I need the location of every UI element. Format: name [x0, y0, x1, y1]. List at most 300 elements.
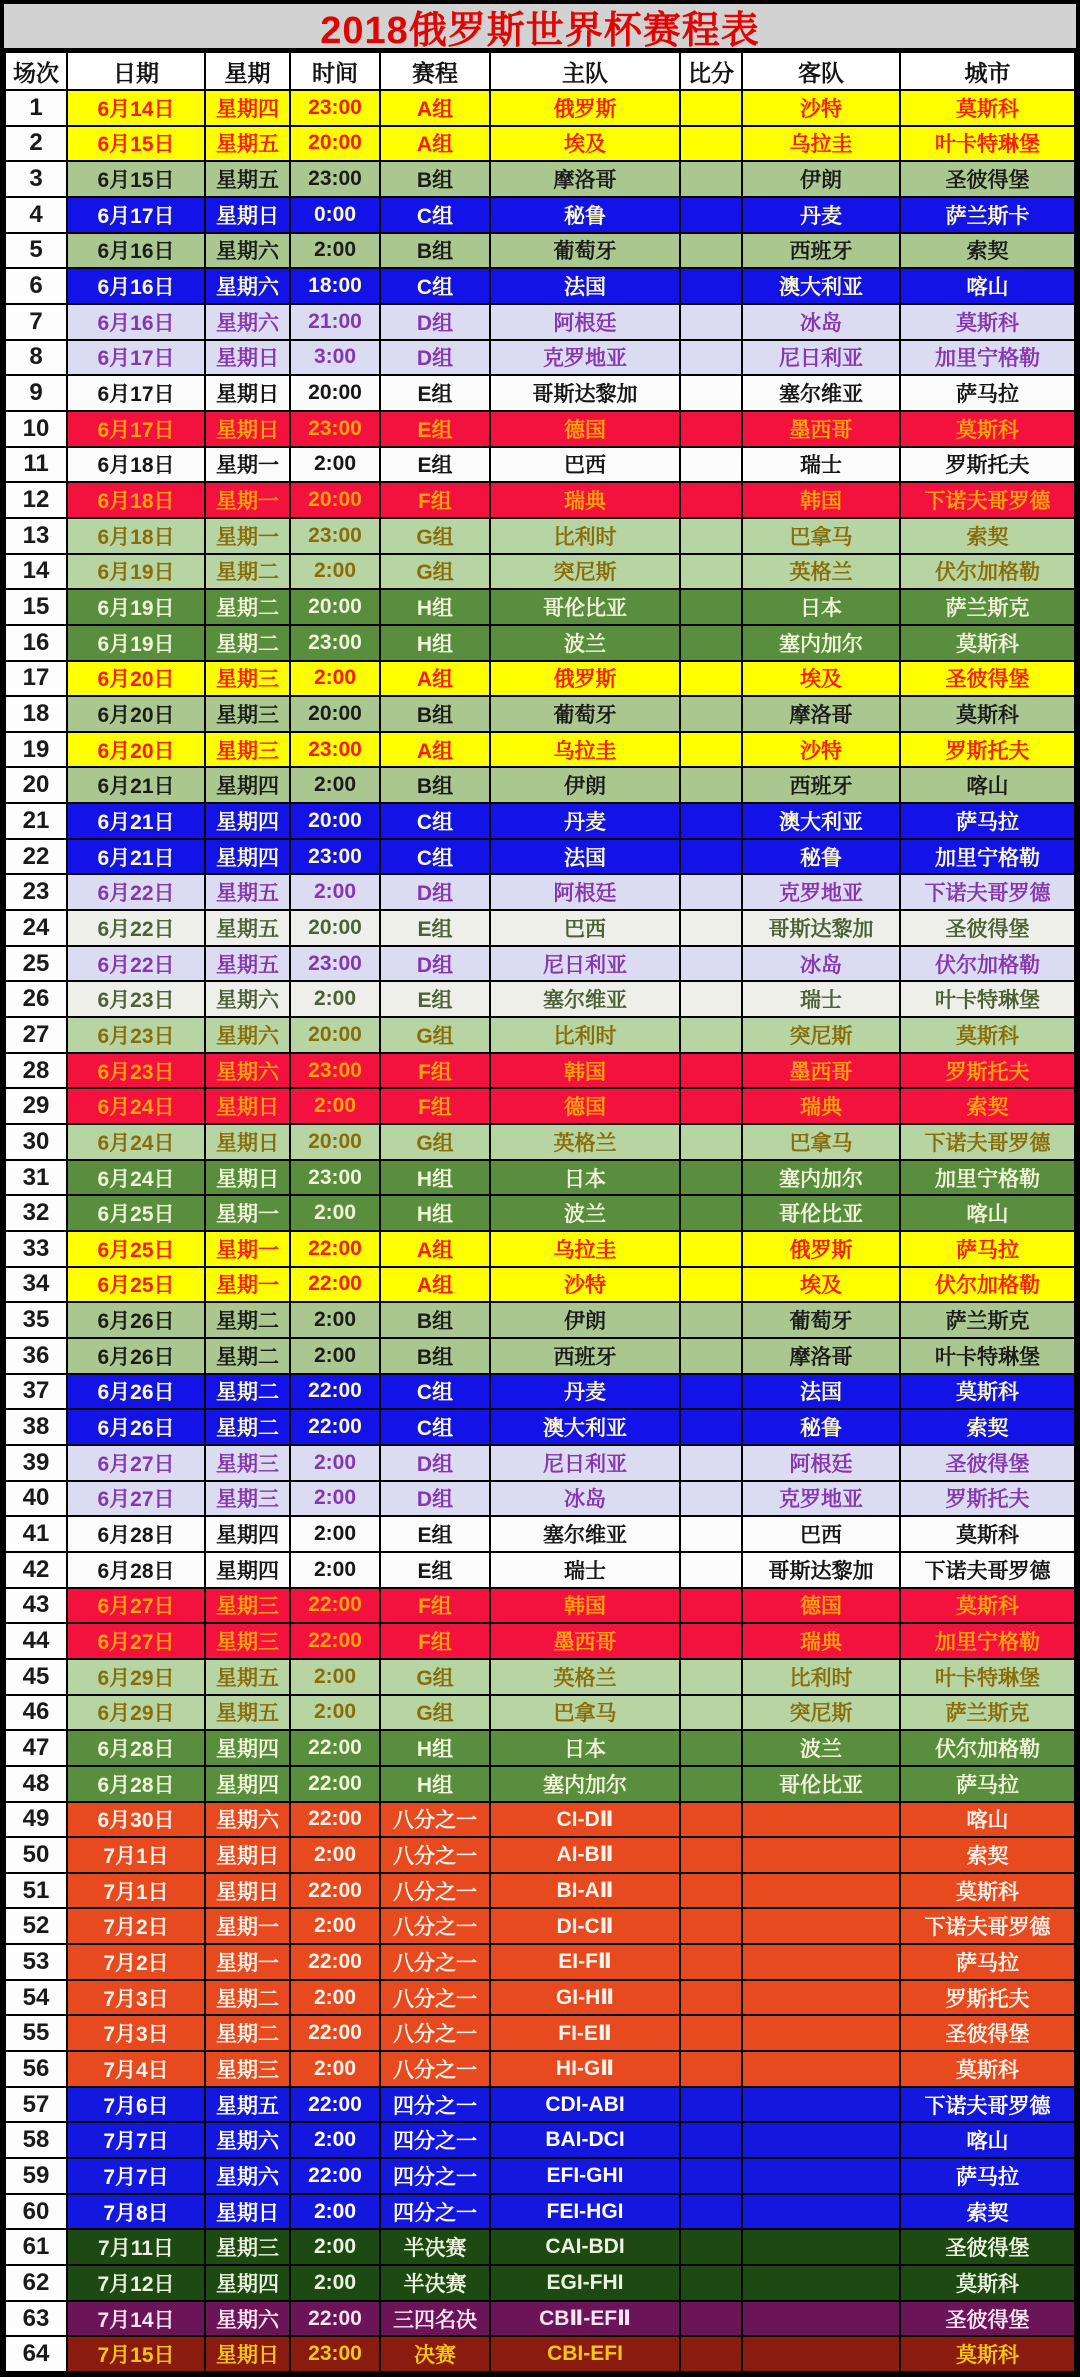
cell-weekday: 星期日 — [205, 1160, 290, 1196]
cell-away-team — [742, 1802, 900, 1838]
cell-away-team: 摩洛哥 — [742, 696, 900, 732]
cell-score — [680, 1659, 742, 1695]
cell-city: 萨马拉 — [900, 1766, 1075, 1802]
cell-match-number: 45 — [5, 1659, 67, 1695]
cell-stage: 四分之一 — [380, 2158, 490, 2194]
cell-score — [680, 411, 742, 447]
cell-weekday: 星期五 — [205, 874, 290, 910]
cell-stage: G组 — [380, 1017, 490, 1053]
cell-time: 2:00 — [290, 1980, 380, 2016]
table-row — [5, 1195, 1075, 1231]
table-row — [5, 197, 1075, 233]
cell-stage: F组 — [380, 482, 490, 518]
cell-date: 6月23日 — [67, 1017, 205, 1053]
cell-away-team — [742, 2301, 900, 2337]
cell-stage: B组 — [380, 233, 490, 269]
cell-weekday: 星期三 — [205, 1481, 290, 1517]
table-row — [5, 1766, 1075, 1802]
cell-score — [680, 1730, 742, 1766]
cell-stage: E组 — [380, 981, 490, 1017]
schedule-rows — [5, 90, 1075, 2372]
cell-match-number: 36 — [5, 1338, 67, 1374]
cell-city: 莫斯科 — [900, 696, 1075, 732]
table-row — [5, 554, 1075, 590]
table-row — [5, 661, 1075, 697]
table-row — [5, 1481, 1075, 1517]
cell-city: 罗斯托夫 — [900, 1980, 1075, 2016]
cell-city: 莫斯科 — [900, 1588, 1075, 1624]
cell-away-team: 瑞士 — [742, 981, 900, 1017]
cell-away-team — [742, 1944, 900, 1980]
cell-time: 3:00 — [290, 340, 380, 376]
cell-home-team: 突尼斯 — [490, 554, 680, 590]
cell-score — [680, 1302, 742, 1338]
cell-weekday: 星期六 — [205, 233, 290, 269]
cell-away-team — [742, 2051, 900, 2087]
table-row — [5, 90, 1075, 126]
cell-stage: C组 — [380, 197, 490, 233]
cell-match-number: 26 — [5, 981, 67, 1017]
cell-time: 23:00 — [290, 946, 380, 982]
cell-away-team: 摩洛哥 — [742, 1338, 900, 1374]
cell-time: 2:00 — [290, 1552, 380, 1588]
cell-score — [680, 696, 742, 732]
cell-away-team: 墨西哥 — [742, 411, 900, 447]
cell-score — [680, 1766, 742, 1802]
cell-weekday: 星期四 — [205, 803, 290, 839]
cell-weekday: 星期一 — [205, 1267, 290, 1303]
cell-city: 伏尔加格勒 — [900, 554, 1075, 590]
cell-stage: H组 — [380, 589, 490, 625]
cell-city: 萨马拉 — [900, 803, 1075, 839]
cell-stage: D组 — [380, 946, 490, 982]
cell-date: 6月17日 — [67, 375, 205, 411]
cell-away-team — [742, 1908, 900, 1944]
cell-city: 罗斯托夫 — [900, 732, 1075, 768]
cell-match-number: 2 — [5, 126, 67, 162]
cell-city: 莫斯科 — [900, 411, 1075, 447]
cell-stage: C组 — [380, 1374, 490, 1410]
cell-city: 萨兰斯克 — [900, 1302, 1075, 1338]
cell-stage: A组 — [380, 661, 490, 697]
cell-city: 喀山 — [900, 2122, 1075, 2158]
cell-city: 加里宁格勒 — [900, 1623, 1075, 1659]
cell-time: 22:00 — [290, 1409, 380, 1445]
cell-home-team: 克罗地亚 — [490, 340, 680, 376]
cell-weekday: 星期日 — [205, 375, 290, 411]
cell-away-team — [742, 2087, 900, 2123]
cell-score — [680, 1445, 742, 1481]
cell-time: 2:00 — [290, 1837, 380, 1873]
cell-time: 23:00 — [290, 625, 380, 661]
cell-home-team: CAI-BDI — [490, 2229, 680, 2265]
cell-city: 萨马拉 — [900, 2158, 1075, 2194]
cell-weekday: 星期一 — [205, 1231, 290, 1267]
table-row — [5, 1552, 1075, 1588]
cell-city: 下诺夫哥罗德 — [900, 2087, 1075, 2123]
cell-date: 6月23日 — [67, 1053, 205, 1089]
cell-score — [680, 2051, 742, 2087]
cell-score — [680, 767, 742, 803]
cell-city: 莫斯科 — [900, 1516, 1075, 1552]
cell-match-number: 19 — [5, 732, 67, 768]
cell-score — [680, 304, 742, 340]
cell-score — [680, 2158, 742, 2194]
cell-city: 萨马拉 — [900, 1231, 1075, 1267]
cell-score — [680, 1980, 742, 2016]
cell-stage: 八分之一 — [380, 1908, 490, 1944]
cell-time: 23:00 — [290, 411, 380, 447]
cell-time: 22:00 — [290, 1766, 380, 1802]
cell-weekday: 星期六 — [205, 1053, 290, 1089]
cell-away-team — [742, 1980, 900, 2016]
cell-stage: G组 — [380, 1695, 490, 1731]
cell-time: 22:00 — [290, 1623, 380, 1659]
cell-date: 7月8日 — [67, 2194, 205, 2230]
cell-city: 罗斯托夫 — [900, 1053, 1075, 1089]
table-row — [5, 981, 1075, 1017]
cell-city: 喀山 — [900, 767, 1075, 803]
cell-away-team: 西班牙 — [742, 767, 900, 803]
cell-score — [680, 1267, 742, 1303]
table-row — [5, 2122, 1075, 2158]
cell-away-team: 德国 — [742, 1588, 900, 1624]
table-row — [5, 482, 1075, 518]
cell-weekday: 星期二 — [205, 625, 290, 661]
cell-away-team — [742, 1837, 900, 1873]
cell-match-number: 46 — [5, 1695, 67, 1731]
cell-date: 6月20日 — [67, 661, 205, 697]
cell-city: 叶卡特琳堡 — [900, 1338, 1075, 1374]
cell-score — [680, 2336, 742, 2372]
cell-away-team: 突尼斯 — [742, 1017, 900, 1053]
cell-city: 索契 — [900, 2194, 1075, 2230]
cell-time: 2:00 — [290, 2122, 380, 2158]
cell-stage: D组 — [380, 340, 490, 376]
cell-score — [680, 1124, 742, 1160]
table-row — [5, 1088, 1075, 1124]
cell-match-number: 49 — [5, 1802, 67, 1838]
cell-score — [680, 981, 742, 1017]
cell-date: 6月15日 — [67, 161, 205, 197]
cell-date: 6月16日 — [67, 233, 205, 269]
cell-time: 20:00 — [290, 375, 380, 411]
cell-home-team: FI-EⅡ — [490, 2015, 680, 2051]
cell-date: 7月4日 — [67, 2051, 205, 2087]
cell-score — [680, 1195, 742, 1231]
cell-stage: C组 — [380, 839, 490, 875]
cell-home-team: 日本 — [490, 1730, 680, 1766]
table-row — [5, 2194, 1075, 2230]
cell-weekday: 星期二 — [205, 1409, 290, 1445]
cell-match-number: 41 — [5, 1516, 67, 1552]
table-row — [5, 1302, 1075, 1338]
cell-city: 莫斯科 — [900, 2051, 1075, 2087]
cell-away-team — [742, 2336, 900, 2372]
cell-stage: 四分之一 — [380, 2087, 490, 2123]
cell-home-team: BI-AⅡ — [490, 1873, 680, 1909]
cell-away-team: 埃及 — [742, 661, 900, 697]
cell-home-team: 尼日利亚 — [490, 1445, 680, 1481]
cell-home-team: GI-HⅡ — [490, 1980, 680, 2016]
cell-stage: 四分之一 — [380, 2194, 490, 2230]
cell-match-number: 59 — [5, 2158, 67, 2194]
column-header-date: 日期 — [67, 52, 205, 90]
cell-home-team: 葡萄牙 — [490, 233, 680, 269]
cell-city: 索契 — [900, 1088, 1075, 1124]
cell-home-team: 乌拉圭 — [490, 732, 680, 768]
cell-match-number: 23 — [5, 874, 67, 910]
cell-weekday: 星期二 — [205, 554, 290, 590]
cell-city: 下诺夫哥罗德 — [900, 1908, 1075, 1944]
cell-home-team: 比利时 — [490, 518, 680, 554]
cell-date: 7月15日 — [67, 2336, 205, 2372]
table-row — [5, 1124, 1075, 1160]
cell-away-team: 伊朗 — [742, 161, 900, 197]
schedule-table — [4, 51, 1076, 2373]
cell-weekday: 星期四 — [205, 839, 290, 875]
cell-score — [680, 482, 742, 518]
cell-score — [680, 2229, 742, 2265]
table-row — [5, 1409, 1075, 1445]
table-row — [5, 2087, 1075, 2123]
cell-match-number: 60 — [5, 2194, 67, 2230]
cell-score — [680, 1588, 742, 1624]
cell-away-team: 丹麦 — [742, 197, 900, 233]
cell-date: 6月30日 — [67, 1802, 205, 1838]
cell-away-team — [742, 1873, 900, 1909]
cell-time: 22:00 — [290, 2301, 380, 2337]
cell-weekday: 星期五 — [205, 2087, 290, 2123]
cell-date: 7月2日 — [67, 1944, 205, 1980]
cell-weekday: 星期日 — [205, 2194, 290, 2230]
cell-match-number: 18 — [5, 696, 67, 732]
cell-weekday: 星期四 — [205, 1766, 290, 1802]
cell-weekday: 星期二 — [205, 1980, 290, 2016]
cell-date: 7月1日 — [67, 1873, 205, 1909]
cell-time: 2:00 — [290, 2051, 380, 2087]
cell-away-team: 葡萄牙 — [742, 1302, 900, 1338]
cell-weekday: 星期三 — [205, 1623, 290, 1659]
cell-city: 圣彼得堡 — [900, 2015, 1075, 2051]
cell-home-team: EFI-GHI — [490, 2158, 680, 2194]
cell-home-team: 英格兰 — [490, 1659, 680, 1695]
table-row — [5, 803, 1075, 839]
cell-time: 2:00 — [290, 981, 380, 1017]
cell-away-team: 冰岛 — [742, 946, 900, 982]
cell-score — [680, 1231, 742, 1267]
cell-home-team: AI-BⅡ — [490, 1837, 680, 1873]
table-row — [5, 1588, 1075, 1624]
cell-city: 罗斯托夫 — [900, 1481, 1075, 1517]
cell-city: 叶卡特琳堡 — [900, 1659, 1075, 1695]
cell-city: 伏尔加格勒 — [900, 1730, 1075, 1766]
cell-away-team: 韩国 — [742, 482, 900, 518]
cell-city: 莫斯科 — [900, 1873, 1075, 1909]
cell-match-number: 3 — [5, 161, 67, 197]
cell-stage: A组 — [380, 1231, 490, 1267]
cell-date: 7月12日 — [67, 2265, 205, 2301]
cell-time: 2:00 — [290, 1695, 380, 1731]
cell-away-team: 澳大利亚 — [742, 803, 900, 839]
cell-away-team — [742, 2122, 900, 2158]
cell-date: 6月27日 — [67, 1623, 205, 1659]
cell-match-number: 63 — [5, 2301, 67, 2337]
cell-date: 6月22日 — [67, 910, 205, 946]
cell-score — [680, 1409, 742, 1445]
cell-match-number: 1 — [5, 90, 67, 126]
cell-score — [680, 1088, 742, 1124]
cell-city: 索契 — [900, 233, 1075, 269]
cell-stage: 八分之一 — [380, 2051, 490, 2087]
cell-match-number: 44 — [5, 1623, 67, 1659]
cell-home-team: DI-CⅡ — [490, 1908, 680, 1944]
cell-date: 6月24日 — [67, 1124, 205, 1160]
cell-score — [680, 1481, 742, 1517]
cell-match-number: 31 — [5, 1160, 67, 1196]
cell-score — [680, 803, 742, 839]
cell-home-team: 塞尔维亚 — [490, 1516, 680, 1552]
table-row — [5, 874, 1075, 910]
cell-date: 6月26日 — [67, 1374, 205, 1410]
cell-stage: 八分之一 — [380, 1980, 490, 2016]
cell-home-team: 摩洛哥 — [490, 161, 680, 197]
cell-score — [680, 2122, 742, 2158]
column-header-score: 比分 — [680, 52, 742, 90]
table-row — [5, 732, 1075, 768]
cell-time: 2:00 — [290, 1338, 380, 1374]
cell-stage: G组 — [380, 554, 490, 590]
cell-away-team: 哥伦比亚 — [742, 1195, 900, 1231]
cell-stage: A组 — [380, 126, 490, 162]
cell-city: 莫斯科 — [900, 2265, 1075, 2301]
cell-score — [680, 661, 742, 697]
cell-date: 6月26日 — [67, 1338, 205, 1374]
cell-home-team: 乌拉圭 — [490, 1231, 680, 1267]
cell-away-team: 澳大利亚 — [742, 268, 900, 304]
cell-stage: B组 — [380, 1302, 490, 1338]
cell-date: 6月20日 — [67, 696, 205, 732]
cell-stage: F组 — [380, 1623, 490, 1659]
cell-date: 6月28日 — [67, 1730, 205, 1766]
cell-stage: B组 — [380, 161, 490, 197]
cell-weekday: 星期三 — [205, 2051, 290, 2087]
cell-time: 2:00 — [290, 2265, 380, 2301]
cell-date: 6月18日 — [67, 447, 205, 483]
cell-date: 7月1日 — [67, 1837, 205, 1873]
cell-away-team: 比利时 — [742, 1659, 900, 1695]
cell-date: 6月18日 — [67, 482, 205, 518]
cell-time: 18:00 — [290, 268, 380, 304]
table-row — [5, 2158, 1075, 2194]
cell-home-team: 埃及 — [490, 126, 680, 162]
cell-stage: A组 — [380, 90, 490, 126]
cell-weekday: 星期五 — [205, 161, 290, 197]
cell-score — [680, 1802, 742, 1838]
cell-time: 20:00 — [290, 482, 380, 518]
cell-away-team: 埃及 — [742, 1267, 900, 1303]
table-row — [5, 2265, 1075, 2301]
cell-away-team: 沙特 — [742, 90, 900, 126]
cell-match-number: 35 — [5, 1302, 67, 1338]
cell-home-team: 瑞典 — [490, 482, 680, 518]
cell-city: 莫斯科 — [900, 1374, 1075, 1410]
cell-time: 2:00 — [290, 1302, 380, 1338]
cell-date: 7月6日 — [67, 2087, 205, 2123]
table-header — [5, 52, 1075, 90]
cell-date: 6月16日 — [67, 304, 205, 340]
cell-weekday: 星期四 — [205, 1730, 290, 1766]
cell-score — [680, 90, 742, 126]
cell-weekday: 星期四 — [205, 90, 290, 126]
table-row — [5, 411, 1075, 447]
cell-home-team: 俄罗斯 — [490, 661, 680, 697]
cell-date: 6月22日 — [67, 946, 205, 982]
cell-date: 7月2日 — [67, 1908, 205, 1944]
cell-date: 6月22日 — [67, 874, 205, 910]
table-row — [5, 1267, 1075, 1303]
cell-city: 萨兰斯克 — [900, 1695, 1075, 1731]
cell-city: 加里宁格勒 — [900, 1160, 1075, 1196]
cell-match-number: 51 — [5, 1873, 67, 1909]
cell-stage: E组 — [380, 1516, 490, 1552]
cell-stage: D组 — [380, 874, 490, 910]
cell-date: 6月26日 — [67, 1409, 205, 1445]
table-row — [5, 1659, 1075, 1695]
cell-match-number: 40 — [5, 1481, 67, 1517]
cell-score — [680, 1873, 742, 1909]
cell-away-team: 哥伦比亚 — [742, 1766, 900, 1802]
cell-away-team: 巴拿马 — [742, 518, 900, 554]
cell-home-team: 俄罗斯 — [490, 90, 680, 126]
cell-home-team: 法国 — [490, 268, 680, 304]
cell-score — [680, 268, 742, 304]
cell-city: 莫斯科 — [900, 625, 1075, 661]
cell-time: 2:00 — [290, 661, 380, 697]
cell-weekday: 星期二 — [205, 1338, 290, 1374]
cell-home-team: 波兰 — [490, 1195, 680, 1231]
cell-time: 20:00 — [290, 803, 380, 839]
table-row — [5, 1944, 1075, 1980]
cell-time: 23:00 — [290, 732, 380, 768]
table-row — [5, 268, 1075, 304]
cell-time: 2:00 — [290, 1908, 380, 1944]
cell-away-team: 阿根廷 — [742, 1445, 900, 1481]
cell-time: 22:00 — [290, 1231, 380, 1267]
cell-stage: 三四名决 — [380, 2301, 490, 2337]
cell-match-number: 6 — [5, 268, 67, 304]
table-row — [5, 1231, 1075, 1267]
cell-stage: D组 — [380, 1481, 490, 1517]
cell-weekday: 星期五 — [205, 1659, 290, 1695]
cell-away-team: 西班牙 — [742, 233, 900, 269]
cell-home-team: 丹麦 — [490, 803, 680, 839]
cell-weekday: 星期日 — [205, 2336, 290, 2372]
cell-match-number: 50 — [5, 1837, 67, 1873]
cell-away-team — [742, 2015, 900, 2051]
cell-away-team: 塞尔维亚 — [742, 375, 900, 411]
table-row — [5, 696, 1075, 732]
table-row — [5, 946, 1075, 982]
cell-time: 22:00 — [290, 1944, 380, 1980]
cell-home-team: HI-GⅡ — [490, 2051, 680, 2087]
cell-weekday: 星期四 — [205, 1552, 290, 1588]
table-row — [5, 518, 1075, 554]
cell-stage: 半决赛 — [380, 2229, 490, 2265]
cell-match-number: 11 — [5, 447, 67, 483]
column-header-match-number: 场次 — [5, 52, 67, 90]
cell-match-number: 28 — [5, 1053, 67, 1089]
